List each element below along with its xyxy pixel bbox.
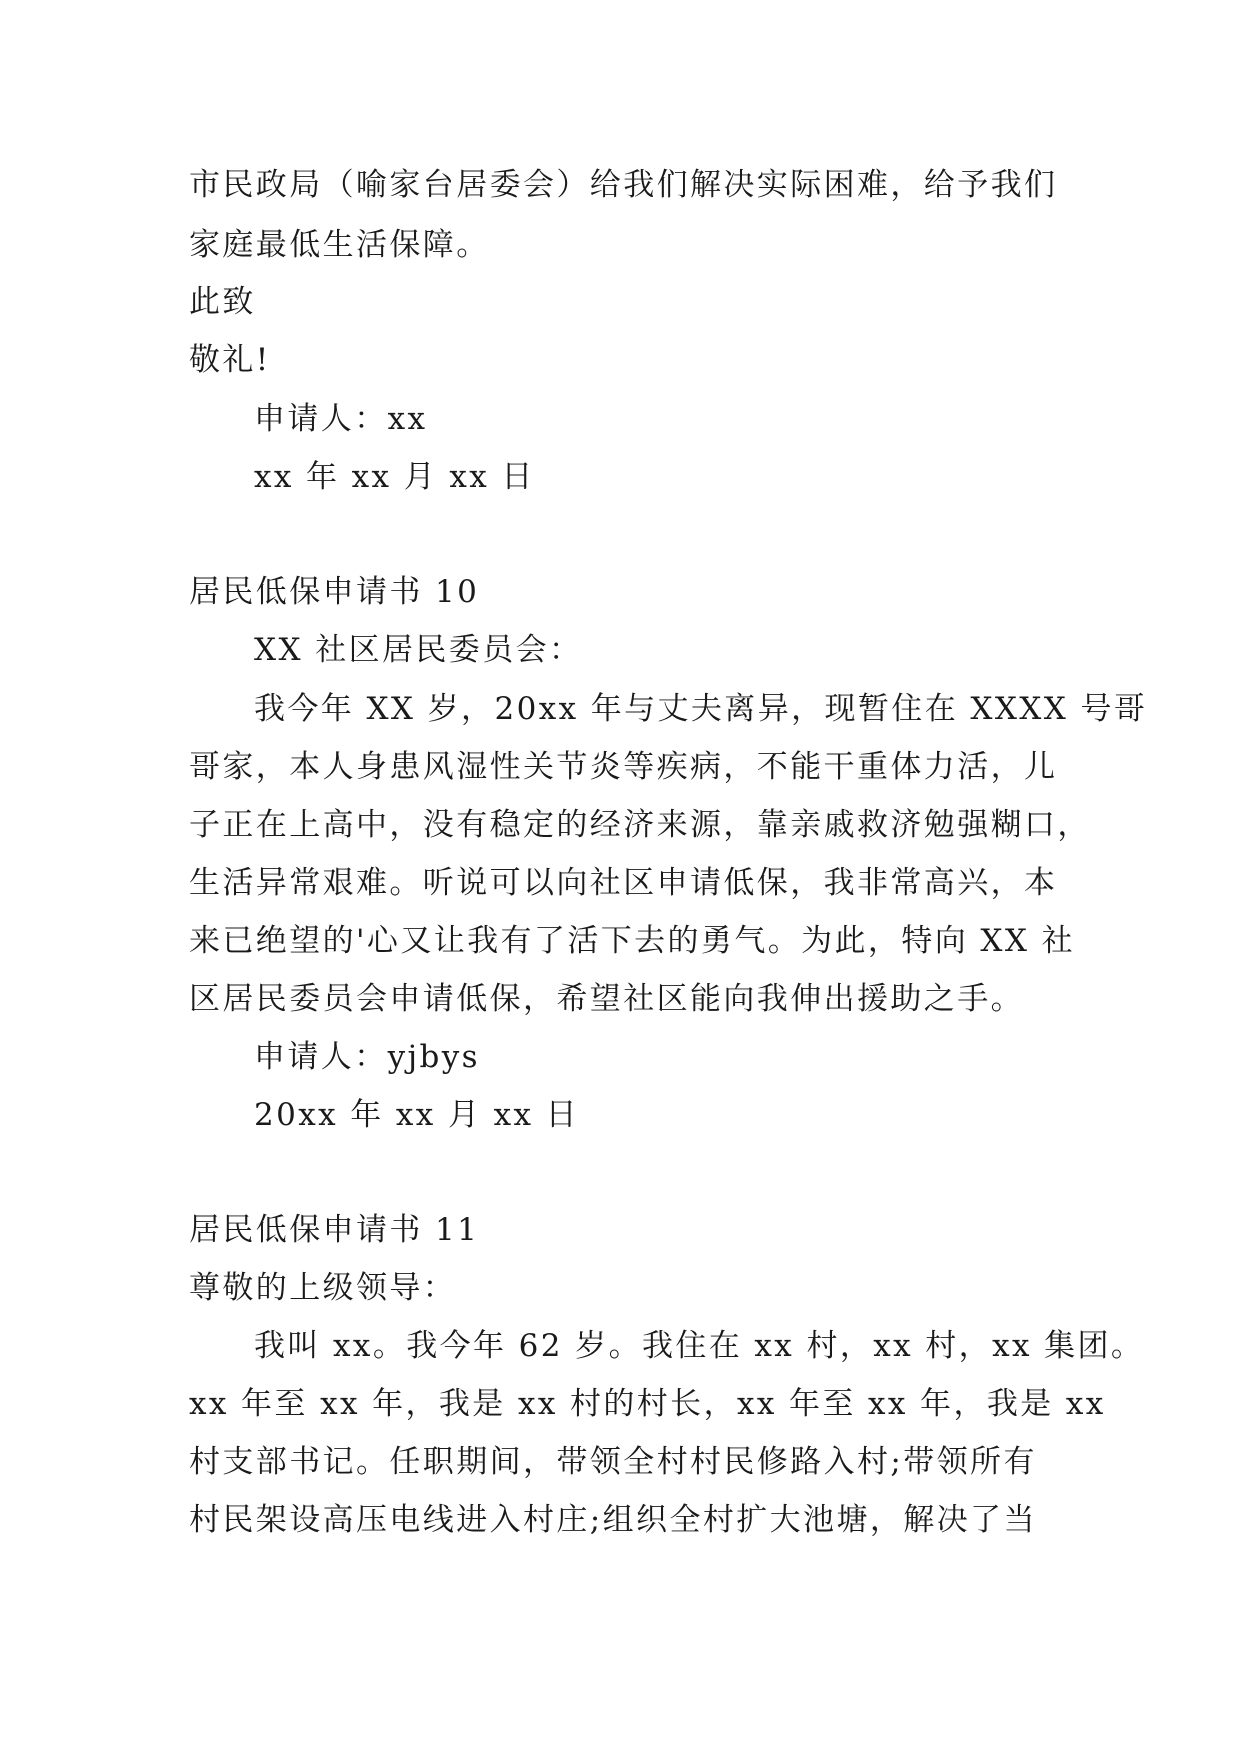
- text-line: 生活异常艰难。听说可以向社区申请低保，我非常高兴，本: [189, 865, 1058, 901]
- applicant-signature: 申请人：yjbys: [254, 1039, 480, 1075]
- text-line: 市民政局（喻家台居委会）给我们解决实际困难，给予我们: [189, 167, 1058, 203]
- text-line: 来已绝望的'心又让我有了活下去的勇气。为此，特向 XX 社: [189, 923, 1075, 959]
- text-line: 家庭最低生活保障。: [189, 227, 490, 263]
- text-line: 我叫 xx。我今年 62 岁。我住在 xx 村，xx 村，xx 集团。: [254, 1328, 1145, 1364]
- text-line: 村支部书记。任职期间，带领全村村民修路入村;带领所有: [189, 1444, 1037, 1480]
- applicant-signature: 申请人：xx: [254, 401, 428, 437]
- section-heading: 居民低保申请书 11: [189, 1212, 480, 1248]
- text-line: 我今年 XX 岁，20xx 年与丈夫离异，现暂住在 XXXX 号哥: [254, 691, 1148, 727]
- closing-regards: 敬礼!: [189, 342, 271, 378]
- addressee: 尊敬的上级领导：: [189, 1270, 457, 1306]
- text-line: 哥家，本人身患风湿性关节炎等疾病，不能干重体力活，儿: [189, 749, 1058, 785]
- signature-date: 20xx 年 xx 月 xx 日: [254, 1097, 580, 1133]
- text-line: 子正在上高中，没有稳定的经济来源，靠亲戚救济勉强糊口，: [189, 807, 1091, 843]
- section-heading: 居民低保申请书 10: [189, 574, 480, 610]
- closing-salutation: 此致: [189, 284, 256, 320]
- text-line: 村民架设高压电线进入村庄;组织全村扩大池塘，解决了当: [189, 1502, 1037, 1538]
- signature-date: xx 年 xx 月 xx 日: [254, 459, 535, 495]
- text-line: 区居民委员会申请低保，希望社区能向我伸出援助之手。: [189, 981, 1024, 1017]
- text-line: xx 年至 xx 年，我是 xx 村的村长，xx 年至 xx 年，我是 xx: [189, 1386, 1106, 1422]
- addressee: XX 社区居民委员会：: [254, 632, 583, 668]
